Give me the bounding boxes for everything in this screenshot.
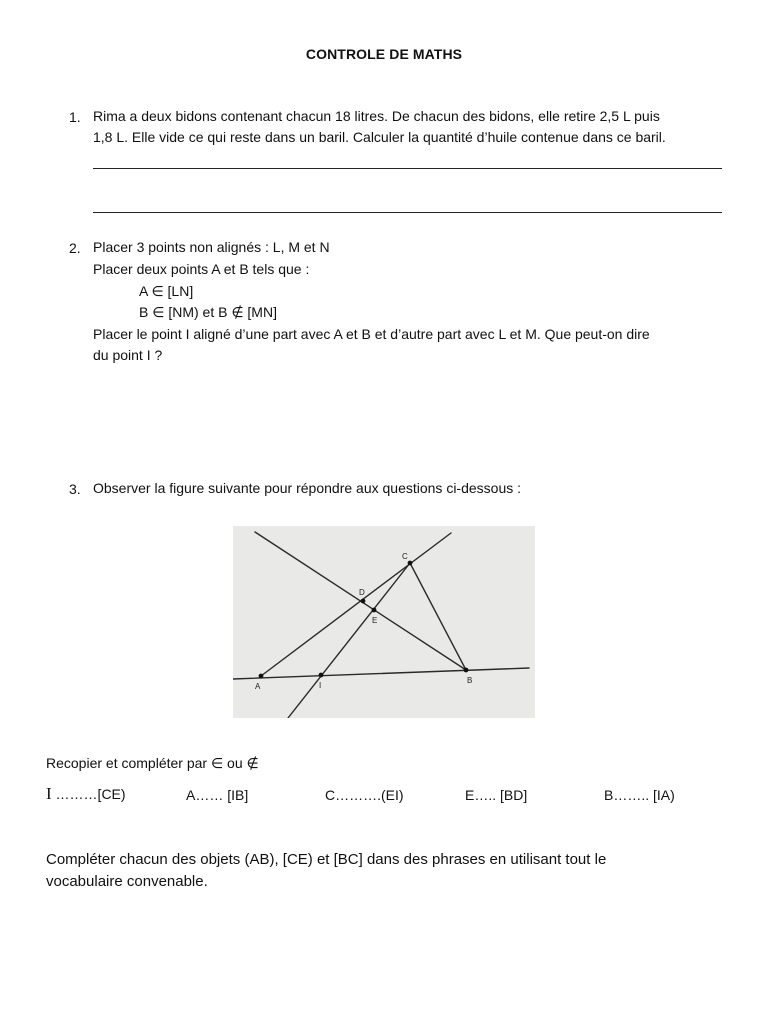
completer-line1: Compléter chacun des objets (AB), [CE) et [BC] dans des phrases en utilisant tout le	[46, 851, 607, 868]
point-a	[259, 674, 264, 679]
point-e	[372, 608, 377, 613]
geometry-figure	[233, 526, 535, 718]
label-i: I	[319, 681, 322, 690]
page-title: CONTROLE DE MATHS	[305, 46, 463, 62]
line-ab	[233, 668, 529, 679]
fill-item-1	[46, 784, 126, 804]
point-b	[464, 668, 469, 673]
q1-text-line1: Rima a deux bidons contenant chacun 18 litres. De chacun des bidons, elle retire 2,5 L puis	[93, 108, 660, 124]
q1-text-line2: 1,8 L. Elle vide ce qui reste dans un baril. Calculer la quantité d’huile contenue dans ce baril.	[93, 129, 666, 145]
answer-line-1	[93, 168, 722, 169]
q2-condition-b: B ∈ [NM) et B ∉ [MN]	[139, 304, 277, 320]
point-d	[361, 599, 366, 604]
q2-condition-a: A ∈ [LN]	[139, 283, 194, 299]
q2-text-line2: Placer deux points A et B tels que :	[93, 261, 310, 277]
point-i	[319, 673, 324, 678]
fill-item-2: A…… [IB]	[186, 787, 249, 803]
point-c	[408, 561, 413, 566]
fill-item-1-text: ………[CE)	[51, 786, 126, 802]
recopier-instruction: Recopier et compléter par ∈ ou ∉	[46, 755, 259, 771]
q3-number: 3.	[69, 481, 81, 497]
label-b: B	[467, 676, 473, 685]
q2-text-line1: Placer 3 points non alignés : L, M et N	[93, 239, 330, 255]
q3-text-line1: Observer la figure suivante pour répondre aux questions ci-dessous :	[93, 480, 522, 496]
label-c: C	[402, 552, 408, 561]
q2-number: 2.	[69, 240, 81, 256]
completer-line2: vocabulaire convenable.	[46, 873, 208, 890]
label-a: A	[255, 682, 261, 691]
label-e: E	[372, 616, 378, 625]
fill-item-4: E….. [BD]	[465, 787, 528, 803]
fill-item-5: B…….. [IA)	[604, 787, 675, 803]
segment-cb-line	[410, 563, 466, 670]
q1-number: 1.	[69, 109, 81, 125]
fill-item-1-point: I	[46, 784, 52, 803]
q2-text-line3: Placer le point I aligné d’une part avec A et B et d’autre part avec L et M. Que peut-on dire	[93, 326, 650, 342]
fill-item-3: C……….(EI)	[325, 787, 404, 803]
q2-text-line4: du point I ?	[93, 347, 163, 363]
label-d: D	[359, 588, 365, 597]
answer-line-2	[93, 212, 722, 213]
ray-ic-line	[288, 563, 410, 718]
